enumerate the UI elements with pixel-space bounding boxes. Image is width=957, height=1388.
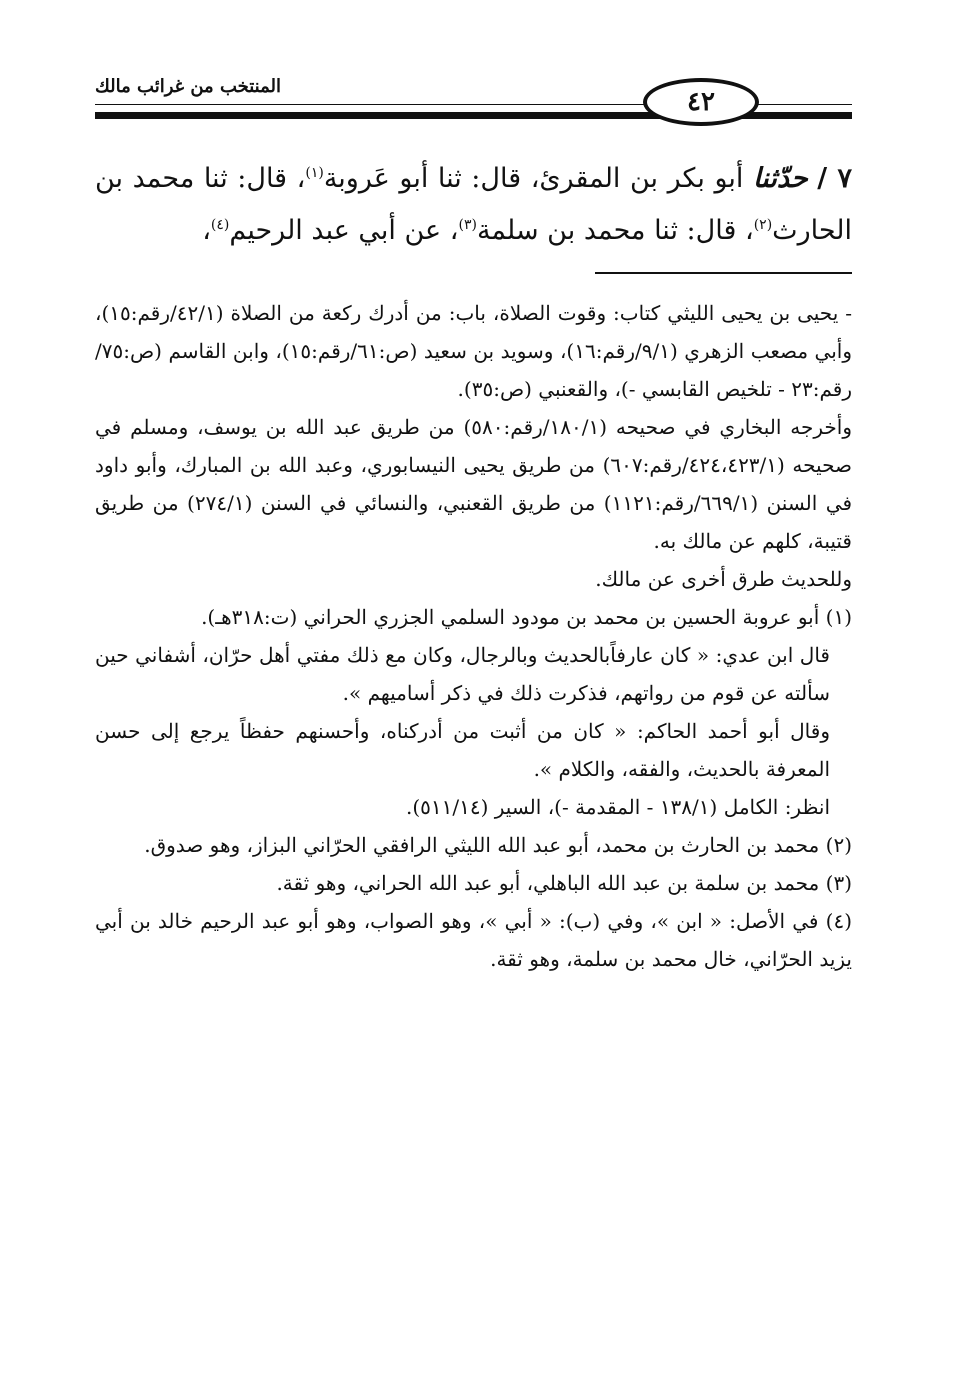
- footnote-2: (٢) محمد بن الحارث بن محمد، أبو عبد الله الليثي الرافقي الحرّاني البزاز، وهو صدوق.: [144, 833, 852, 857]
- footnote-ref-3: (٣): [458, 217, 477, 233]
- footnote-separator: [595, 272, 852, 274]
- footnote-ref-1: (١): [305, 165, 324, 181]
- footnote-3: (٣) محمد بن سلمة بن عبد الله الباهلي، أبو عبد الله الحراني، وهو ثقة.: [276, 871, 852, 895]
- isnad-part-4: ، عن أبي عبد الرحيم: [229, 215, 459, 246]
- footnote-ref-4: (٤): [210, 217, 230, 233]
- takhrij-paragraph-2: وأخرجه البخاري في صحيحه (١٨٠/١/رقم:٥٨٠) من طريق عبد الله بن يوسف، ومسلم في صحيحه (٤٢٤،٤٢٣/١/رقم:٦٠٧) من طريق يحيى النيسابوري، وعبد الله بن المبارك، وأبو داود في السنن (٦٦٩/١/رقم:١١٢١) من طريق القعنبي، والنسائي في السنن (٢٧٤/١) من طريق قتيبة، كلهم عن مالك به.: [95, 415, 853, 553]
- hadith-text: [95, 150, 852, 254]
- isnad-part-1: أبو بكر بن المقرئ، قال: ثنا أبو عَروبة: [323, 163, 753, 194]
- footnote-1-ibn-adi: قال ابن عدي: « كان عارفاًبالحديث وبالرجال، وكان مع ذلك مفتي أهل حرّان، أشفاني حين سألته عن قوم من رواتهم، فذكرت ذلك في ذكر أساميهم ».: [95, 643, 830, 705]
- isnad-part-5: ،: [202, 215, 211, 246]
- isnad-part-2: ، قال: ثنا محمد بن الحارث: [95, 163, 852, 246]
- isnad-part-3: ، قال: ثنا محمد بن سلمة: [476, 215, 754, 246]
- footnote-ref-2: (٢): [753, 217, 773, 233]
- footnote-1-hakim: وقال أبو أحمد الحاكم: « كان من أثبت من أدركناه، وأحسنهم حفظاً يرجع إلى حسن المعرفة بالحديث، والفقه، والكلام ».: [95, 719, 830, 781]
- footnote-4: (٤) في الأصل: « ابن »، وفي (ب): « أبي »، وهو الصواب، وهو أبو عبد الرحيم خالد بن أبي يزيد الحرّاني، خال محمد بن سلمة، وهو ثقة.: [95, 909, 852, 971]
- page-number: ٤٢: [687, 87, 715, 117]
- footnote-1-references: انظر: الكامل (١٣٨/١ - المقدمة -)، السير (٥١١/١٤).: [405, 795, 830, 819]
- footnote-1: (١) أبو عروبة الحسين بن محمد بن مودود السلمي الجزري الحراني (ت:٣١٨هـ).: [201, 605, 852, 629]
- page-header: [95, 70, 852, 130]
- page-number-oval: [643, 78, 759, 126]
- takhrij-paragraph-3: وللحديث طرق أخرى عن مالك.: [595, 567, 852, 591]
- running-title: المنتخب من غرائب مالك: [95, 76, 282, 97]
- hadith-number: ٧ /: [817, 163, 852, 194]
- footnotes: [95, 294, 852, 978]
- haddathana-word: حدّثنا: [752, 163, 808, 194]
- takhrij-paragraph-1: - يحيى بن يحيى الليثي كتاب: وقوت الصلاة، باب: من أدرك ركعة من الصلاة (٤٢/١/رقم:١٥)، وأبي مصعب الزهري (٩/١/رقم:١٦)، وسويد بن سعيد (ص:٦١/رقم:١٥)، وابن القاسم (ص:٧٥/رقم:٢٣ - تلخيص القابسي -)، والقعنبي (ص:٣٥).: [95, 301, 852, 401]
